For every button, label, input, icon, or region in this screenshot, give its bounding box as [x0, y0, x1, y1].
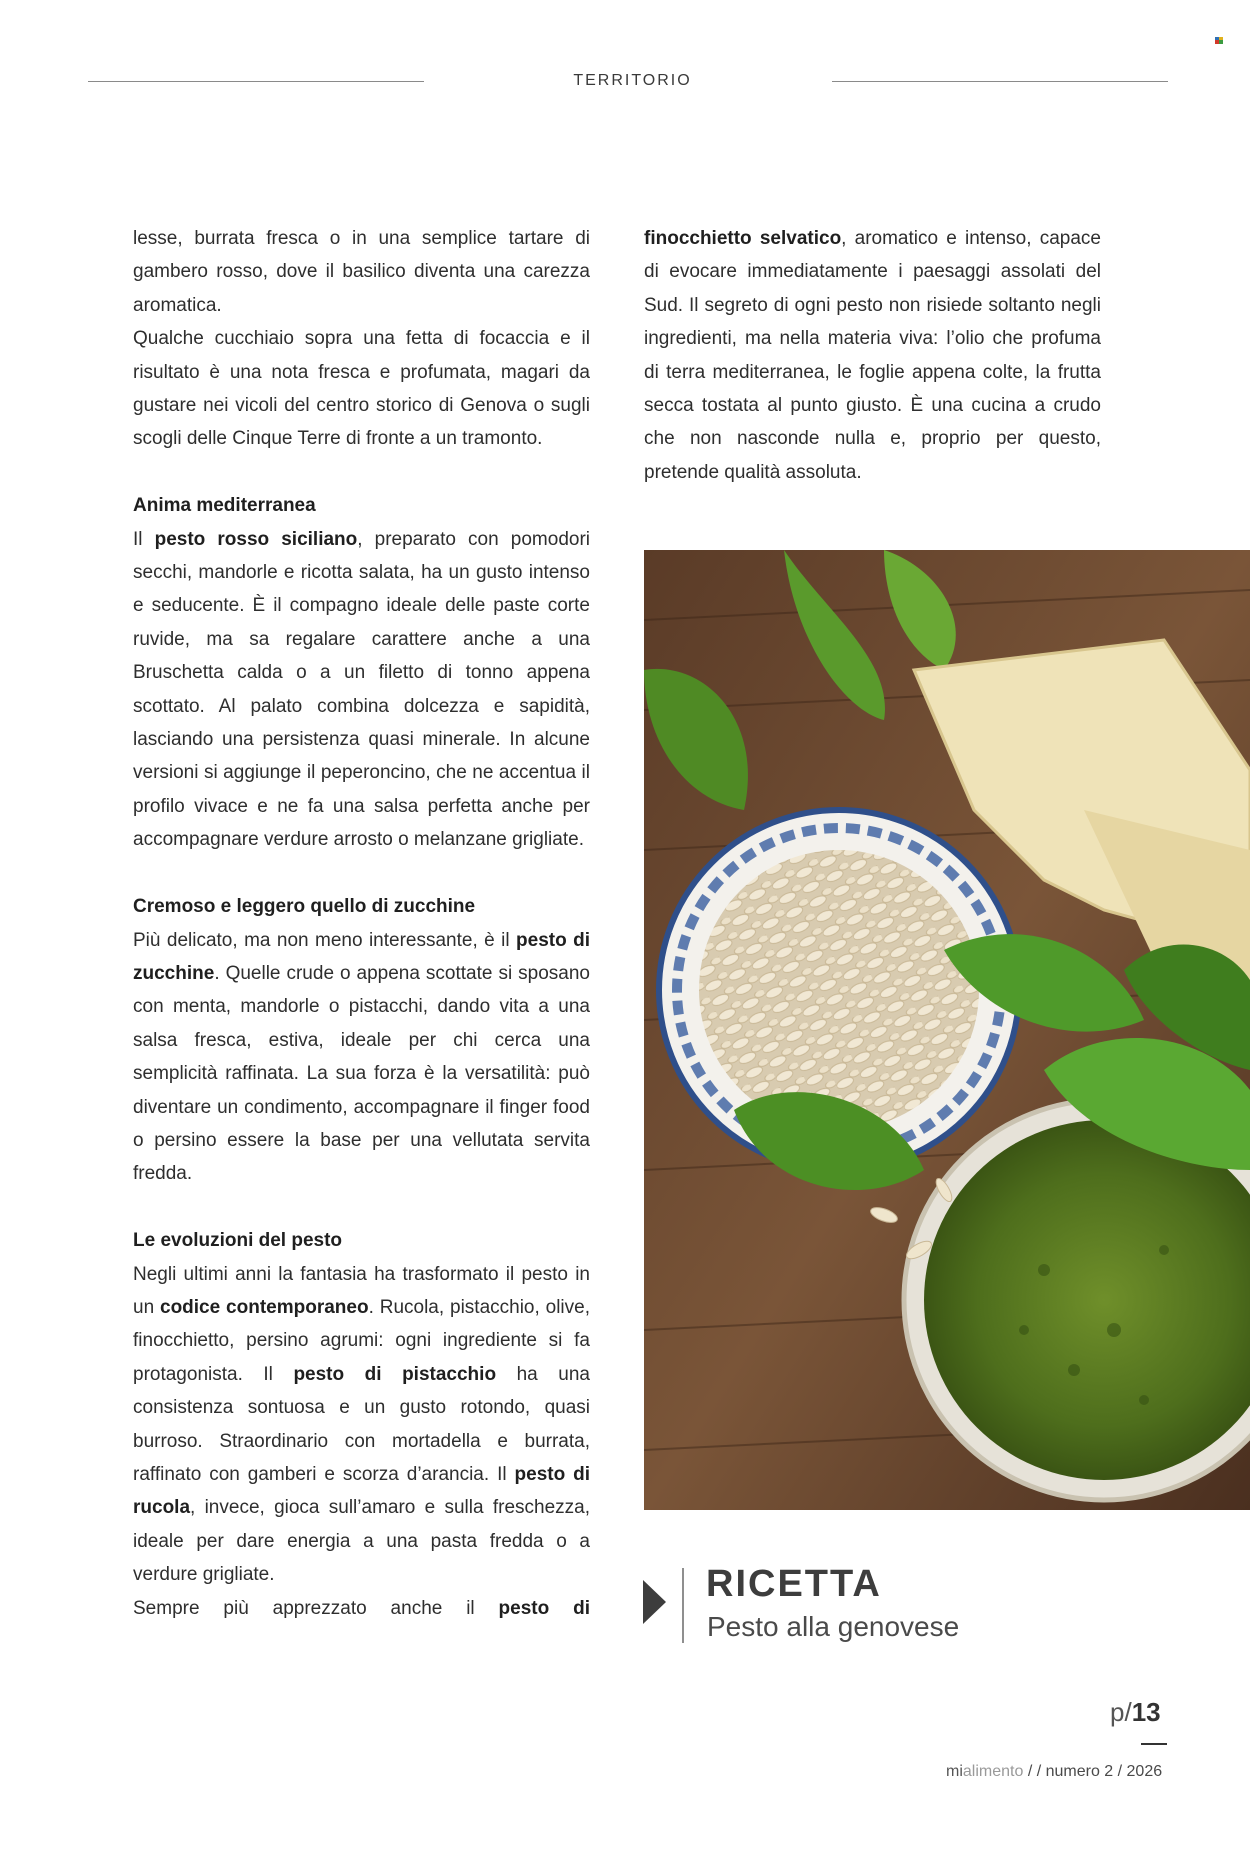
paragraph: Più delicato, ma non meno interessante, è il pesto di zucchine. Quelle crude o appena scottate si sposano con menta, mandorle o pistacchi, dando vita a una salsa fresca, estiva, ideale per chi cerca una semplicità raffinata. La sua forza è la versatilità: può diventare un condimento, accompagnare il finger food o persino essere la base per una vellutata servita fredda. — [133, 929, 590, 1185]
subheading: Cremoso e leggero quello di zucchine — [133, 896, 476, 918]
recipe-subtitle: Pesto alla genovese — [707, 1611, 960, 1642]
recipe-divider — [682, 1568, 684, 1643]
left-column — [133, 222, 590, 1625]
corner-color-mark — [1215, 37, 1224, 44]
magazine-footer: mialimento / / numero 2 / 2026 — [946, 1763, 1163, 1780]
paragraph: Negli ultimi anni la fantasia ha trasformato il pesto in un codice contemporaneo. Rucola, pistacchio, olive, finocchietto, persino agrumi: ogni ingrediente si fa protagonista. Il pesto di pistacchio ha una consistenza sontuosa e un gusto rotondo, quasi burroso. Straordinario con mortadella e burrata, raffinato con gamberi e scorza d’arancia. Il pesto di rucola, invece, gioca sull’amaro e sulla freschezza, ideale per dare energia a una pasta fredda o a verdure grigliate. — [133, 1263, 591, 1586]
play-arrow-icon — [643, 1580, 666, 1624]
subheading: Le evoluzioni del pesto — [133, 1230, 343, 1252]
header-rule-right — [832, 81, 1168, 82]
right-column — [644, 222, 1101, 489]
pesto-photo-image — [644, 550, 1250, 1510]
subheading: Anima mediterranea — [133, 495, 316, 517]
page-number: p/13 — [1110, 1697, 1161, 1727]
paragraph: lesse, burrata fresca o in una semplice tartare di gambero rosso, dove il basilico diventa una carezza aromatica. — [133, 228, 590, 316]
section-label: TERRITORIO — [573, 72, 692, 89]
recipe-title: RICETTA — [706, 1563, 882, 1605]
paragraph: Qualche cucchiaio sopra una fetta di focaccia e il risultato è una nota fresca e profumata, magari da gustare nei vicoli del centro storico di Genova o sugli scogli delle Cinque Terre di fronte a un tramonto. — [133, 328, 590, 450]
pesto-photo — [644, 550, 1250, 1510]
paragraph: Il pesto rosso siciliano, preparato con pomodori secchi, mandorle e ricotta salata, ha un gusto intenso e seducente. È il compagno ideale delle paste corte ruvide, ma sa regalare carattere anche a una Bruschetta calda o a un filetto di tonno appena scottato. Al palato combina dolcezza e sapidità, lasciando una persistenza quasi minerale. In alcune versioni si aggiunge il peperoncino, che ne accentua il profilo vivace e ne fa una salsa perfetta anche per accompagnare verdure arrosto o melanzane grigliate. — [133, 528, 591, 851]
page-number-rule — [1141, 1743, 1167, 1745]
paragraph: finocchietto selvatico, aromatico e intenso, capace di evocare immediatamente i paesaggi assolati del Sud. Il segreto di ogni pesto non risiede soltanto negli ingredienti, ma nella materia viva: l’olio che profuma di terra mediterranea, le foglie appena colte, la frutta secca tostata al punto giusto. È una cucina a crudo che non nasconde nulla e, proprio per questo, pretende qualità assoluta. — [644, 228, 1101, 483]
header-rule-left — [88, 81, 424, 82]
paragraph: Sempre più apprezzato anche il pesto di — [133, 1597, 590, 1619]
